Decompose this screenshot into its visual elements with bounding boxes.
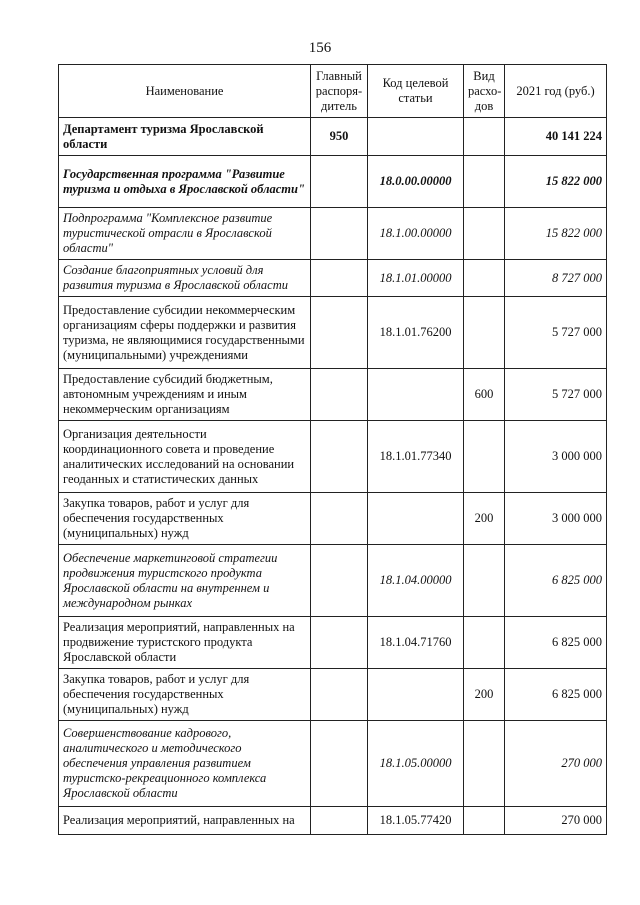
table-row (59, 118, 607, 156)
table-row (59, 156, 607, 208)
cell-vid (464, 421, 505, 493)
table-row (59, 721, 607, 807)
cell-glavny: 950 (311, 118, 368, 156)
cell-code: 18.1.05.77420 (368, 807, 464, 835)
cell-amount: 3 000 000 (505, 493, 607, 545)
cell-vid (464, 807, 505, 835)
cell-name: Предоставление субсидий бюджетным, автономным учреждениям и иным некоммерческим организациям (59, 369, 311, 421)
cell-glavny (311, 260, 368, 297)
table-row (59, 807, 607, 835)
cell-vid (464, 118, 505, 156)
cell-glavny (311, 721, 368, 807)
header-glavny: Главный распоря-дитель (311, 65, 368, 118)
cell-glavny (311, 297, 368, 369)
cell-amount: 15 822 000 (505, 156, 607, 208)
cell-glavny (311, 156, 368, 208)
cell-vid (464, 545, 505, 617)
cell-code (368, 118, 464, 156)
cell-glavny (311, 369, 368, 421)
cell-vid: 200 (464, 669, 505, 721)
cell-name: Подпрограмма "Комплексное развитие туристической отрасли в Ярославской области" (59, 208, 311, 260)
cell-code (368, 493, 464, 545)
cell-name: Закупка товаров, работ и услуг для обеспечения государственных (муниципальных) нужд (59, 493, 311, 545)
page-number: 156 (308, 40, 332, 56)
cell-code: 18.1.05.00000 (368, 721, 464, 807)
cell-vid: 600 (464, 369, 505, 421)
table-row (59, 260, 607, 297)
cell-amount: 6 825 000 (505, 617, 607, 669)
cell-code: 18.1.00.00000 (368, 208, 464, 260)
table-row (59, 669, 607, 721)
table-row (59, 208, 607, 260)
cell-glavny (311, 421, 368, 493)
header-name: Наименование (59, 65, 311, 118)
header-vid: Вид расхо-дов (464, 65, 505, 118)
cell-code: 18.1.01.00000 (368, 260, 464, 297)
table-header-row (59, 65, 607, 118)
cell-code (368, 369, 464, 421)
cell-amount: 15 822 000 (505, 208, 607, 260)
cell-amount: 5 727 000 (505, 369, 607, 421)
cell-glavny (311, 545, 368, 617)
header-code: Код целевой статьи (368, 65, 464, 118)
cell-name: Реализация мероприятий, направленных на (59, 807, 311, 835)
cell-glavny (311, 493, 368, 545)
cell-vid (464, 617, 505, 669)
cell-code (368, 669, 464, 721)
table-row (59, 493, 607, 545)
cell-vid (464, 721, 505, 807)
cell-name: Организация деятельности координационного совета и проведение аналитических исследований на основании геоданных и статистических данных (59, 421, 311, 493)
cell-vid (464, 208, 505, 260)
cell-name: Предоставление субсидии некоммерческим организациям сферы поддержки и развития туризма, не являющимися государственными (муниципальными) учреждениями (59, 297, 311, 369)
cell-glavny (311, 669, 368, 721)
cell-glavny (311, 807, 368, 835)
cell-amount: 270 000 (505, 721, 607, 807)
cell-name: Обеспечение маркетинговой стратегии продвижения туристского продукта Ярославской области на внутреннем и международном рынках (59, 545, 311, 617)
table-body (59, 118, 607, 835)
table-row (59, 369, 607, 421)
cell-name: Закупка товаров, работ и услуг для обеспечения государственных (муниципальных) нужд (59, 669, 311, 721)
cell-amount: 6 825 000 (505, 669, 607, 721)
cell-vid (464, 297, 505, 369)
table-row (59, 545, 607, 617)
cell-amount: 5 727 000 (505, 297, 607, 369)
cell-glavny (311, 208, 368, 260)
cell-name: Реализация мероприятий, направленных на продвижение туристского продукта Ярославской области (59, 617, 311, 669)
cell-code: 18.1.04.71760 (368, 617, 464, 669)
cell-amount: 6 825 000 (505, 545, 607, 617)
cell-amount: 3 000 000 (505, 421, 607, 493)
cell-code: 18.0.00.00000 (368, 156, 464, 208)
cell-name: Государственная программа "Развитие туризма и отдыха в Ярославской области" (59, 156, 311, 208)
cell-name: Создание благоприятных условий для развития туризма в Ярославской области (59, 260, 311, 297)
cell-code: 18.1.04.00000 (368, 545, 464, 617)
header-amount: 2021 год (руб.) (505, 65, 607, 118)
cell-amount: 270 000 (505, 807, 607, 835)
budget-table (58, 64, 607, 835)
cell-amount: 8 727 000 (505, 260, 607, 297)
table-row (59, 421, 607, 493)
cell-amount: 40 141 224 (505, 118, 607, 156)
cell-code: 18.1.01.77340 (368, 421, 464, 493)
cell-glavny (311, 617, 368, 669)
cell-code: 18.1.01.76200 (368, 297, 464, 369)
cell-vid (464, 156, 505, 208)
cell-name: Совершенствование кадрового, аналитического и методического обеспечения управления развитием туристско-рекреационного комплекса Ярославской области (59, 721, 311, 807)
table-row (59, 297, 607, 369)
cell-vid: 200 (464, 493, 505, 545)
cell-name: Департамент туризма Ярославской области (59, 118, 311, 156)
cell-vid (464, 260, 505, 297)
table-row (59, 617, 607, 669)
